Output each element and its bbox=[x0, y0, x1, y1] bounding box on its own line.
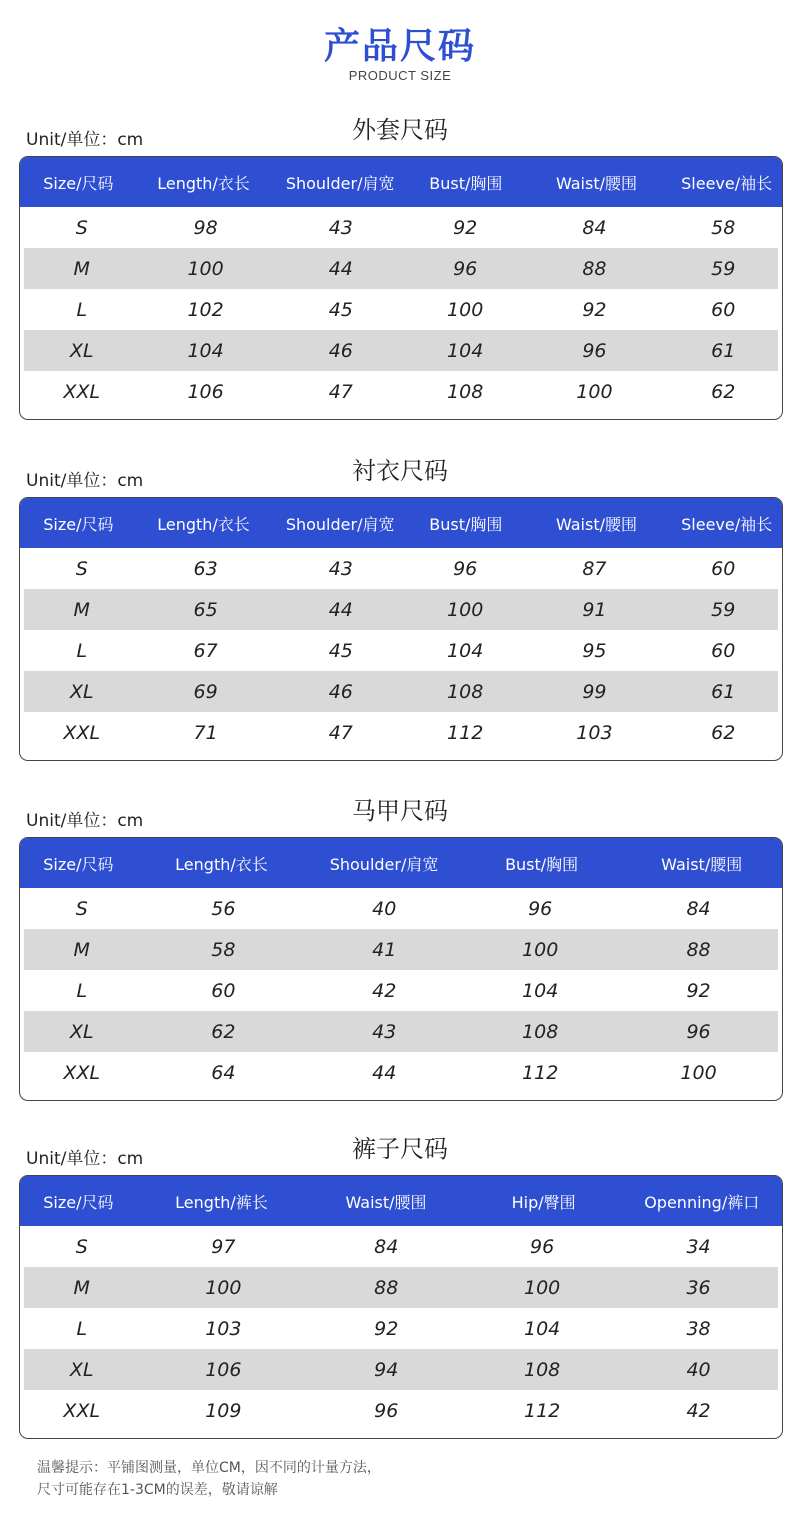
table-cell: 100 bbox=[522, 938, 559, 961]
table-cell: XXL bbox=[63, 380, 101, 403]
page-title: 产品尺码 bbox=[323, 26, 476, 67]
section-title: 衬衣尺码 bbox=[352, 457, 448, 485]
table-row bbox=[24, 630, 778, 671]
table-cell: 108 bbox=[524, 1358, 561, 1381]
column-header: Size/尺码 bbox=[43, 173, 114, 193]
table-cell: 46 bbox=[328, 680, 353, 703]
table-cell: 112 bbox=[524, 1399, 561, 1422]
table-cell: 112 bbox=[447, 721, 484, 744]
table-cell: S bbox=[75, 557, 88, 580]
footer-note-line: 尺寸可能存在1-3CM的误差，敬请谅解 bbox=[37, 1482, 278, 1498]
table-cell: 97 bbox=[211, 1235, 236, 1258]
column-header: Length/衣长 bbox=[175, 854, 268, 874]
table-cell: XXL bbox=[63, 1061, 101, 1084]
column-header: Waist/腰围 bbox=[661, 854, 743, 874]
table-row bbox=[24, 1267, 778, 1308]
table-cell: S bbox=[75, 897, 88, 920]
table-row bbox=[24, 589, 778, 630]
table-cell: 92 bbox=[582, 298, 607, 321]
column-header: Length/裤长 bbox=[175, 1192, 268, 1212]
table-cell: 96 bbox=[582, 339, 607, 362]
table-cell: 98 bbox=[193, 216, 218, 239]
table-cell: 91 bbox=[582, 598, 607, 621]
table-cell: 106 bbox=[205, 1358, 242, 1381]
table-cell: 106 bbox=[187, 380, 224, 403]
table-cell: 100 bbox=[205, 1276, 242, 1299]
table-cell: 59 bbox=[711, 598, 736, 621]
table-cell: 62 bbox=[211, 1020, 236, 1043]
table-body bbox=[20, 548, 782, 760]
table-row bbox=[24, 1308, 778, 1349]
table-cell: S bbox=[75, 1235, 88, 1258]
table-cell: 108 bbox=[447, 380, 484, 403]
table-body bbox=[20, 1226, 782, 1438]
table-cell: 96 bbox=[528, 897, 553, 920]
table-cell: 60 bbox=[711, 557, 736, 580]
table-cell: 104 bbox=[447, 639, 484, 662]
column-header: Size/尺码 bbox=[43, 1192, 114, 1212]
size-table bbox=[19, 156, 783, 420]
table-cell: 65 bbox=[193, 598, 218, 621]
table-cell: 42 bbox=[686, 1399, 711, 1422]
table-cell: XL bbox=[69, 680, 94, 703]
table-cell: 112 bbox=[522, 1061, 559, 1084]
table-cell: 60 bbox=[711, 639, 736, 662]
table-cell: 96 bbox=[374, 1399, 399, 1422]
table-body bbox=[20, 207, 782, 419]
table-cell: 104 bbox=[522, 979, 559, 1002]
table-cell: 38 bbox=[686, 1317, 711, 1340]
table-cell: 84 bbox=[582, 216, 607, 239]
size-table bbox=[19, 1175, 783, 1439]
table-cell: 100 bbox=[447, 598, 484, 621]
table-header bbox=[20, 498, 782, 548]
table-cell: 100 bbox=[524, 1276, 561, 1299]
column-header: Length/衣长 bbox=[157, 514, 250, 534]
table-cell: XL bbox=[69, 1358, 94, 1381]
column-header: Bust/胸围 bbox=[429, 514, 503, 534]
table-row bbox=[24, 248, 778, 289]
section-title: 裤子尺码 bbox=[352, 1135, 448, 1163]
table-cell: 42 bbox=[372, 979, 397, 1002]
table-cell: 96 bbox=[453, 557, 478, 580]
table-cell: 60 bbox=[211, 979, 236, 1002]
table-cell: 108 bbox=[447, 680, 484, 703]
table-cell: 43 bbox=[372, 1020, 397, 1043]
table-cell: 92 bbox=[374, 1317, 399, 1340]
column-header: Waist/腰围 bbox=[555, 514, 638, 534]
table-cell: 95 bbox=[582, 639, 607, 662]
table-cell: M bbox=[73, 598, 90, 621]
table-cell: 67 bbox=[193, 639, 218, 662]
table-cell: 96 bbox=[686, 1020, 711, 1043]
table-cell: 44 bbox=[328, 598, 353, 621]
table-cell: 45 bbox=[328, 298, 353, 321]
table-row bbox=[24, 1052, 778, 1093]
unit-label: Unit/单位：cm bbox=[26, 811, 144, 831]
table-row bbox=[24, 1011, 778, 1052]
unit-label: Unit/单位：cm bbox=[26, 130, 144, 150]
table-cell: 96 bbox=[453, 257, 478, 280]
table-header bbox=[20, 157, 782, 207]
table-cell: 108 bbox=[522, 1020, 559, 1043]
table-cell: 92 bbox=[453, 216, 478, 239]
table-cell: 41 bbox=[372, 938, 397, 961]
column-header: Bust/胸围 bbox=[505, 854, 579, 874]
page-subtitle: PRODUCT SIZE bbox=[348, 68, 452, 83]
table-cell: M bbox=[73, 1276, 90, 1299]
table-row bbox=[24, 371, 778, 412]
table-cell: 100 bbox=[680, 1061, 717, 1084]
table-cell: 71 bbox=[193, 721, 218, 744]
size-table bbox=[19, 837, 783, 1101]
table-row bbox=[24, 1390, 778, 1431]
table-cell: 62 bbox=[711, 721, 736, 744]
column-header: Sleeve/袖长 bbox=[681, 514, 773, 534]
table-body bbox=[20, 888, 782, 1100]
table-header bbox=[20, 838, 782, 888]
table-row bbox=[24, 712, 778, 753]
table-row bbox=[24, 289, 778, 330]
table-cell: 36 bbox=[686, 1276, 711, 1299]
table-cell: 58 bbox=[711, 216, 736, 239]
column-header: Hip/臀围 bbox=[511, 1192, 576, 1212]
table-cell: XXL bbox=[63, 1399, 101, 1422]
table-cell: 88 bbox=[582, 257, 607, 280]
table-cell: 47 bbox=[328, 721, 353, 744]
table-row bbox=[24, 888, 778, 929]
table-cell: 87 bbox=[582, 557, 607, 580]
table-cell: 58 bbox=[211, 938, 236, 961]
table-row bbox=[24, 1349, 778, 1390]
column-header: Waist/腰围 bbox=[345, 1192, 427, 1212]
table-cell: 94 bbox=[374, 1358, 399, 1381]
table-cell: 47 bbox=[328, 380, 353, 403]
table-cell: M bbox=[73, 257, 90, 280]
table-cell: 59 bbox=[711, 257, 736, 280]
table-cell: 62 bbox=[711, 380, 736, 403]
column-header: Bust/胸围 bbox=[429, 173, 503, 193]
table-cell: 64 bbox=[211, 1061, 236, 1084]
footer-note-line: 温馨提示：平铺图测量，单位CM，因不同的计量方法， bbox=[37, 1460, 381, 1476]
table-cell: 103 bbox=[576, 721, 613, 744]
table-cell: 45 bbox=[328, 639, 353, 662]
table-header bbox=[20, 1176, 782, 1226]
table-cell: 61 bbox=[711, 680, 736, 703]
column-header: Shoulder/肩宽 bbox=[285, 173, 395, 193]
table-cell: 96 bbox=[530, 1235, 555, 1258]
table-cell: 56 bbox=[211, 897, 236, 920]
table-row bbox=[24, 970, 778, 1011]
table-cell: 84 bbox=[374, 1235, 399, 1258]
table-cell: 63 bbox=[193, 557, 218, 580]
table-cell: L bbox=[76, 1317, 88, 1340]
table-row bbox=[24, 1226, 778, 1267]
table-cell: 104 bbox=[447, 339, 484, 362]
table-row bbox=[24, 671, 778, 712]
table-cell: 44 bbox=[328, 257, 353, 280]
table-row bbox=[24, 548, 778, 589]
table-cell: 40 bbox=[372, 897, 397, 920]
table-cell: 104 bbox=[187, 339, 224, 362]
table-cell: 109 bbox=[205, 1399, 242, 1422]
table-cell: L bbox=[76, 298, 88, 321]
table-cell: 43 bbox=[328, 216, 353, 239]
table-cell: L bbox=[76, 639, 88, 662]
section-title: 外套尺码 bbox=[352, 116, 448, 144]
table-cell: 69 bbox=[193, 680, 218, 703]
table-cell: 92 bbox=[686, 979, 711, 1002]
table-cell: L bbox=[76, 979, 88, 1002]
table-cell: M bbox=[73, 938, 90, 961]
column-header: Openning/裤口 bbox=[644, 1192, 760, 1212]
table-row bbox=[24, 929, 778, 970]
table-cell: 103 bbox=[205, 1317, 242, 1340]
table-cell: 44 bbox=[372, 1061, 397, 1084]
section-title: 马甲尺码 bbox=[352, 797, 448, 825]
table-cell: 40 bbox=[686, 1358, 711, 1381]
table-cell: 88 bbox=[374, 1276, 399, 1299]
table-cell: XL bbox=[69, 339, 94, 362]
column-header: Shoulder/肩宽 bbox=[329, 854, 439, 874]
table-cell: 34 bbox=[686, 1235, 711, 1258]
table-cell: 100 bbox=[447, 298, 484, 321]
table-cell: 84 bbox=[686, 897, 711, 920]
table-cell: 46 bbox=[328, 339, 353, 362]
table-cell: 104 bbox=[524, 1317, 561, 1340]
unit-label: Unit/单位：cm bbox=[26, 471, 144, 491]
column-header: Size/尺码 bbox=[43, 854, 114, 874]
table-cell: 100 bbox=[576, 380, 613, 403]
size-table bbox=[19, 497, 783, 761]
column-header: Sleeve/袖长 bbox=[681, 173, 773, 193]
table-cell: XXL bbox=[63, 721, 101, 744]
table-cell: 43 bbox=[328, 557, 353, 580]
table-cell: 60 bbox=[711, 298, 736, 321]
unit-label: Unit/单位：cm bbox=[26, 1149, 144, 1169]
table-cell: 99 bbox=[582, 680, 607, 703]
table-cell: 88 bbox=[686, 938, 711, 961]
table-row bbox=[24, 330, 778, 371]
table-cell: S bbox=[75, 216, 88, 239]
column-header: Length/衣长 bbox=[157, 173, 250, 193]
column-header: Waist/腰围 bbox=[555, 173, 638, 193]
table-cell: 100 bbox=[187, 257, 224, 280]
column-header: Shoulder/肩宽 bbox=[285, 514, 395, 534]
table-cell: 102 bbox=[187, 298, 224, 321]
footer-note bbox=[37, 1457, 381, 1501]
table-row bbox=[24, 207, 778, 248]
column-header: Size/尺码 bbox=[43, 514, 114, 534]
table-cell: XL bbox=[69, 1020, 94, 1043]
table-cell: 61 bbox=[711, 339, 736, 362]
